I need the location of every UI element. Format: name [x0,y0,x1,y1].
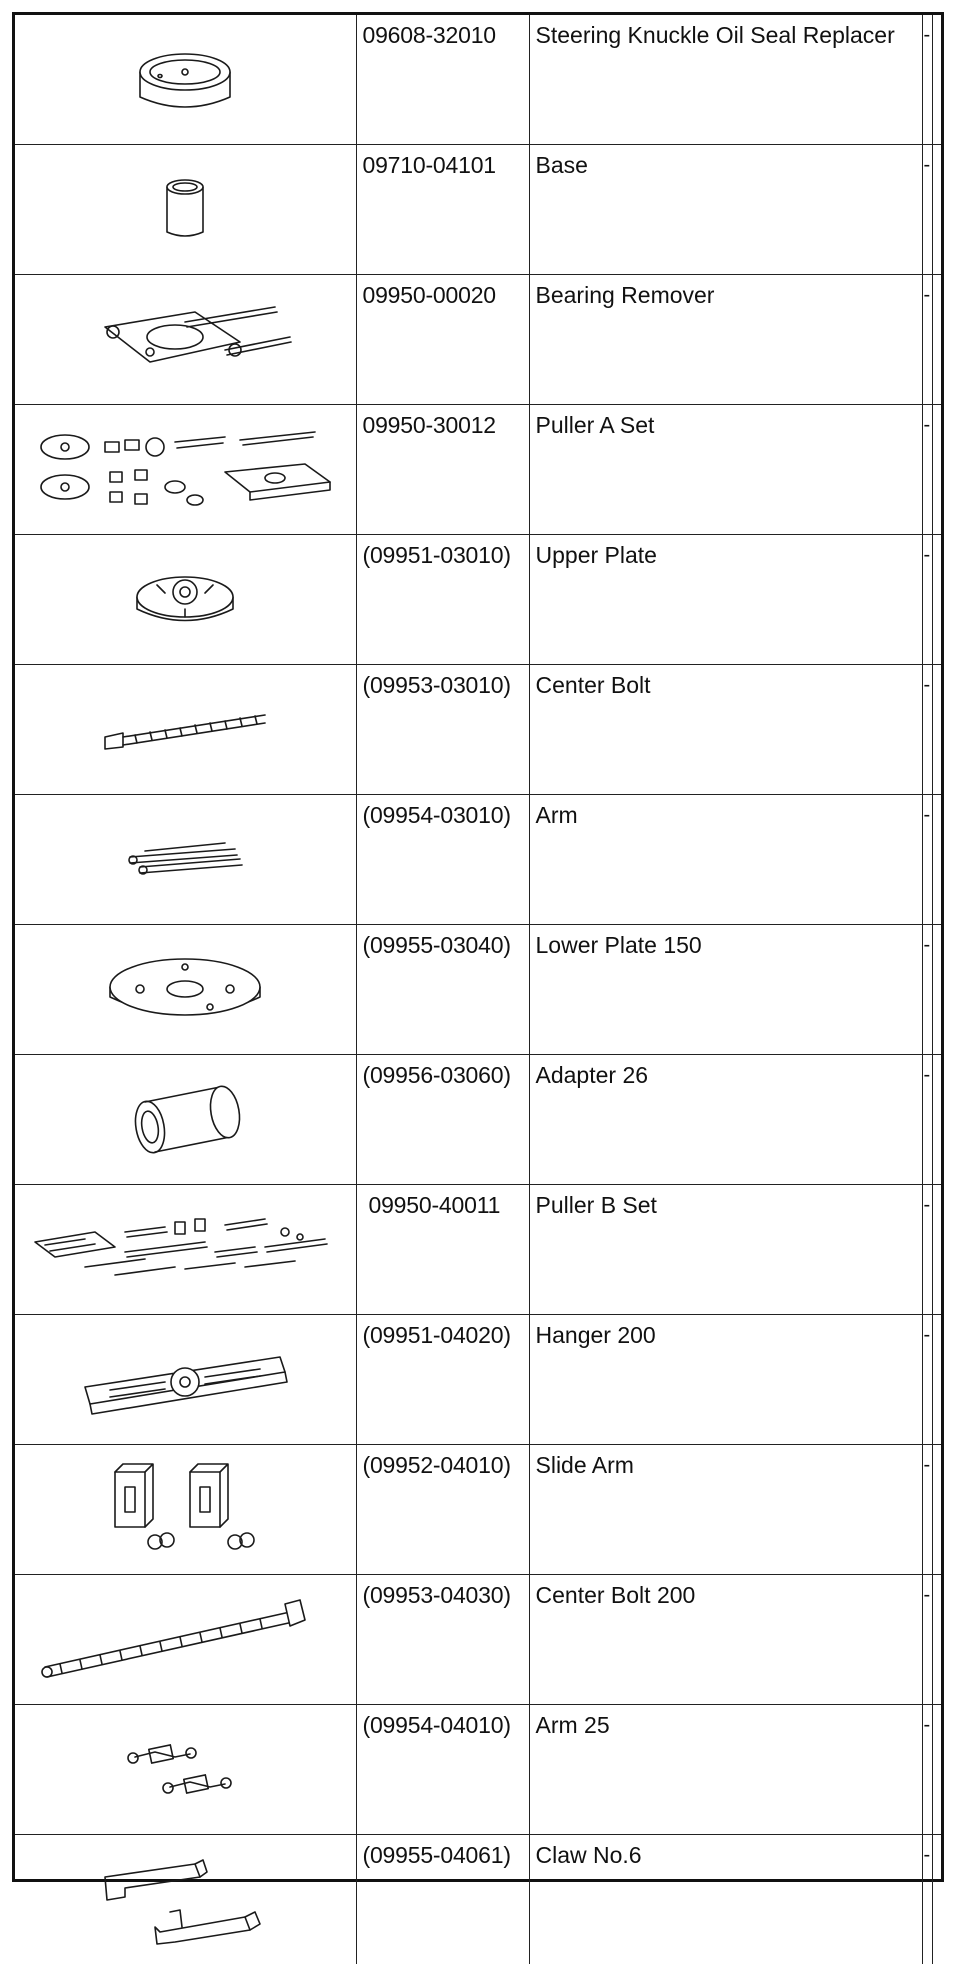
table-row [15,1055,941,1185]
note: - [922,665,932,795]
base-icon [145,157,225,257]
part-number: (09954-03010) [356,795,529,925]
note: - [922,15,932,145]
hanger-icon [70,1322,300,1432]
part-number: (09955-03040) [356,925,529,1055]
spacer [932,665,941,795]
tool-illustration [15,1445,356,1575]
note: - [922,275,932,405]
spacer [932,1185,941,1315]
tool-illustration [15,15,356,145]
table-row [15,275,941,405]
claw-icon [85,1842,285,1952]
special-tools-table [12,12,944,1882]
tool-illustration [15,405,356,535]
tool-name: Hanger 200 [529,1315,922,1445]
spacer [932,275,941,405]
slide-arm-icon [95,1452,275,1562]
note: - [922,795,932,925]
table-row [15,665,941,795]
tool-name: Slide Arm [529,1445,922,1575]
table-row [15,145,941,275]
note: - [922,925,932,1055]
tool-illustration [15,1835,356,1964]
tool-illustration [15,275,356,405]
tool-name: Upper Plate [529,535,922,665]
note: - [922,145,932,275]
spacer [932,795,941,925]
note: - [922,1315,932,1445]
tool-illustration [15,1705,356,1835]
table-row [15,1315,941,1445]
tool-name: Center Bolt 200 [529,1575,922,1705]
table-row [15,405,941,535]
spacer [932,1445,941,1575]
part-number: (09953-04030) [356,1575,529,1705]
spacer [932,535,941,665]
tool-illustration [15,535,356,665]
note: - [922,405,932,535]
arm-icon [115,827,255,887]
adapter-icon [115,1067,255,1167]
puller-set-icon [25,1197,345,1297]
table-row [15,1835,941,1964]
spacer [932,1315,941,1445]
part-number: (09956-03060) [356,1055,529,1185]
part-number: (09952-04010) [356,1445,529,1575]
table-row [15,1705,941,1835]
note: - [922,1835,932,1964]
tool-name: Arm 25 [529,1705,922,1835]
tool-illustration [15,1315,356,1445]
part-number: (09954-04010) [356,1705,529,1835]
tool-name: Bearing Remover [529,275,922,405]
arm-pair-icon [115,1722,255,1812]
upper-plate-icon [125,547,245,647]
part-number: (09955-04061) [356,1835,529,1964]
bearing-remover-icon [75,282,295,392]
table-row [15,795,941,925]
tool-name: Adapter 26 [529,1055,922,1185]
table-row [15,1185,941,1315]
spacer [932,15,941,145]
center-bolt-icon [95,687,275,767]
table-row [15,925,941,1055]
note: - [922,1185,932,1315]
part-number: 09710-04101 [356,145,529,275]
long-bolt-icon [35,1582,335,1692]
note: - [922,1445,932,1575]
spacer [932,1835,941,1964]
table-row [15,535,941,665]
note: - [922,1575,932,1705]
spacer [932,1055,941,1185]
table-row [15,1445,941,1575]
part-number: (09953-03010) [356,665,529,795]
note: - [922,1705,932,1835]
spacer [932,405,941,535]
tool-name: Center Bolt [529,665,922,795]
part-number: 09950-40011 [356,1185,529,1315]
tool-name: Claw No.6 [529,1835,922,1964]
oil-seal-replacer-icon [115,27,255,127]
spacer [932,1575,941,1705]
tool-name: Steering Knuckle Oil Seal Replacer [529,15,922,145]
spacer [932,1705,941,1835]
tool-name: Puller A Set [529,405,922,535]
tool-illustration [15,665,356,795]
part-number: 09950-00020 [356,275,529,405]
part-number: (09951-04020) [356,1315,529,1445]
tool-name: Base [529,145,922,275]
spacer [932,925,941,1055]
puller-set-icon [25,412,345,522]
tool-illustration [15,1185,356,1315]
tool-illustration [15,145,356,275]
tool-name: Arm [529,795,922,925]
tool-illustration [15,795,356,925]
tool-name: Lower Plate 150 [529,925,922,1055]
table-row [15,15,941,145]
note: - [922,1055,932,1185]
tool-illustration [15,1055,356,1185]
note: - [922,535,932,665]
tool-illustration [15,925,356,1055]
part-number: 09950-30012 [356,405,529,535]
spacer [932,145,941,275]
tool-name: Puller B Set [529,1185,922,1315]
part-number: (09951-03010) [356,535,529,665]
tools-grid [15,15,941,1964]
table-row [15,1575,941,1705]
part-number: 09608-32010 [356,15,529,145]
tool-illustration [15,1575,356,1705]
lower-plate-icon [100,937,270,1037]
